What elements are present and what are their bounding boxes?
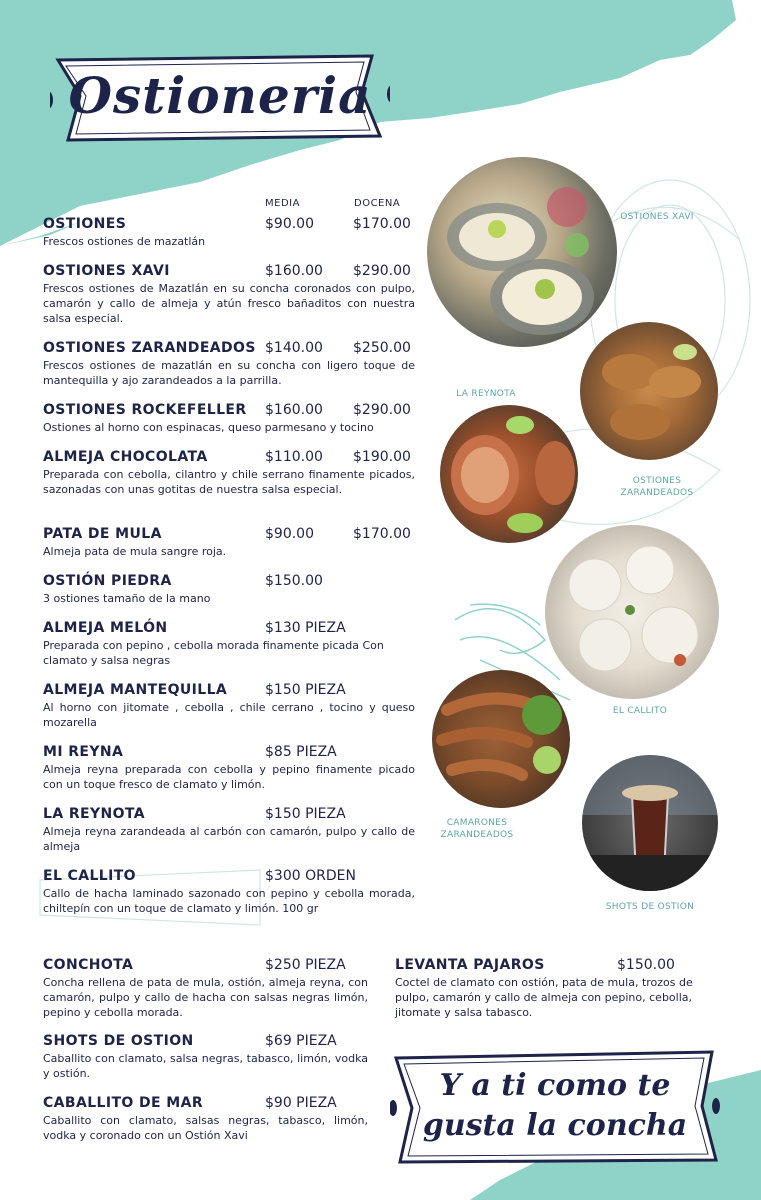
slogan-line-2: gusta la concha bbox=[422, 1108, 688, 1143]
item-description: Almeja reyna zarandeada al carbón con camarón, pulpo y callo de almeja bbox=[43, 825, 415, 853]
item-description: Ostiones al horno con espinacas, queso parmesano y tocino bbox=[43, 421, 374, 434]
item-price: $150.00 bbox=[265, 573, 323, 589]
item-price-media: $110.00 bbox=[265, 449, 323, 465]
item-name: CONCHOTA bbox=[43, 957, 134, 973]
photo-label: EL CALLITO bbox=[612, 706, 668, 716]
item-description: Preparada con cebolla, cilantro y chile serrano finamente picados, sazonadas con unas gotitas de nuestra salsa especial. bbox=[43, 468, 415, 496]
item-description: Almeja pata de mula sangre roja. bbox=[43, 545, 227, 558]
item-name: LEVANTA PAJAROS bbox=[395, 957, 545, 973]
grilled-shrimp-icon bbox=[432, 670, 570, 808]
item-name: ALMEJA MANTEQUILLA bbox=[43, 682, 228, 698]
item-description: Frescos ostiones de mazatlán bbox=[43, 235, 206, 248]
item-price: $250 PIEZA bbox=[265, 957, 346, 973]
item-name: OSTIONES ZARANDEADOS bbox=[43, 340, 256, 356]
photo-label: CAMARONES bbox=[446, 818, 508, 828]
oyster-shells-icon bbox=[427, 157, 617, 347]
column-header-docena: DOCENA bbox=[354, 198, 401, 209]
item-description: Frescos ostiones de Mazatlán en su concha coronados con pulpo, camarón y callo de almeja y atún fresco bañaditos con nuestra salsa especial. bbox=[43, 282, 415, 325]
item-price-media: $90.00 bbox=[265, 526, 314, 542]
slogan-banner bbox=[390, 1050, 720, 1165]
item-description: 3 ostiones tamaño de la mano bbox=[43, 592, 211, 605]
grilled-oysters-icon bbox=[580, 322, 718, 460]
item-name: MI REYNA bbox=[43, 744, 124, 760]
item-description: Frescos ostiones de mazatlán en su concha con ligero toque de mantequilla y ajo zarandeados a la parrilla. bbox=[43, 359, 415, 387]
item-name: OSTIONES XAVI bbox=[43, 263, 170, 279]
item-price: $130 PIEZA bbox=[265, 620, 346, 636]
photo-el-callito bbox=[545, 525, 719, 699]
item-price-media: $160.00 bbox=[265, 402, 323, 418]
item-name: OSTIONES bbox=[43, 216, 127, 232]
item-price-media: $140.00 bbox=[265, 340, 323, 356]
column-header-media: MEDIA bbox=[265, 198, 300, 209]
slogan-line-1: Y a ti como te bbox=[439, 1068, 671, 1103]
item-price-media: $160.00 bbox=[265, 263, 323, 279]
item-price-docena: $290.00 bbox=[353, 402, 411, 418]
item-description: Al horno con jitomate , cebolla , chile cerrano , tocino y queso mozarella bbox=[43, 701, 415, 729]
item-description: Callo de hacha laminado sazonado con pepino y cebolla morada, chiltepín con un toque de clamato y limón. 100 gr bbox=[43, 887, 415, 915]
item-description: Coctel de clamato con ostión, pata de mula, trozos de pulpo, camarón y callo de almeja con pepino, cebolla, jitomate y salsa tabasco. bbox=[395, 976, 693, 1019]
item-description: Preparada con pepino , cebolla morada finamente picada Con clamato y salsa negras bbox=[43, 639, 384, 667]
shot-glass-icon bbox=[582, 755, 718, 891]
item-name: LA REYNOTA bbox=[43, 806, 146, 822]
item-name: OSTIÓN PIEDRA bbox=[43, 573, 172, 589]
photo-label: LA REYNOTA bbox=[456, 389, 516, 399]
item-description: Caballito con clamato, salsas negras, tabasco, limón, vodka y coronado con un Ostión Xavi bbox=[43, 1114, 368, 1142]
photo-label: ZARANDEADOS bbox=[620, 488, 694, 498]
item-price: $90 PIEZA bbox=[265, 1095, 337, 1111]
photo-label: ZARANDEADOS bbox=[440, 830, 514, 840]
item-price: $300 ORDEN bbox=[265, 868, 356, 884]
item-price-docena: $290.00 bbox=[353, 263, 411, 279]
item-price: $150 PIEZA bbox=[265, 806, 346, 822]
item-price: $85 PIEZA bbox=[265, 744, 337, 760]
item-price: $150.00 bbox=[617, 957, 675, 973]
item-name: ALMEJA CHOCOLATA bbox=[43, 449, 208, 465]
item-name: CABALLITO DE MAR bbox=[43, 1095, 203, 1111]
photo-label: SHOTS DE OSTION bbox=[605, 902, 695, 912]
item-description: Concha rellena de pata de mula, ostión, almeja reyna, con camarón, pulpo y callo de hacha con salsas negras limón, pepino y cebolla morada. bbox=[43, 976, 368, 1019]
item-price: $69 PIEZA bbox=[265, 1033, 337, 1049]
item-price: $150 PIEZA bbox=[265, 682, 346, 698]
item-name: OSTIONES ROCKEFELLER bbox=[43, 402, 247, 418]
item-price-media: $90.00 bbox=[265, 216, 314, 232]
photo-shots-de-ostion bbox=[582, 755, 718, 891]
item-description: Caballito con clamato, salsa negras, tabasco, limón, vodka y ostión. bbox=[43, 1052, 368, 1080]
sliced-scallops-icon bbox=[545, 525, 719, 699]
item-price-docena: $170.00 bbox=[353, 526, 411, 542]
item-description: Almeja reyna preparada con cebolla y pepino finamente picado con un toque fresco de clamato y limón. bbox=[43, 763, 415, 791]
page-title: Ostioneria bbox=[68, 66, 372, 125]
item-price-docena: $250.00 bbox=[353, 340, 411, 356]
photo-la-reynota bbox=[440, 405, 578, 543]
item-name: PATA DE MULA bbox=[43, 526, 162, 542]
photo-camarones-zarandeados bbox=[432, 670, 570, 808]
photo-label: OSTIONES XAVI bbox=[620, 212, 694, 222]
item-name: ALMEJA MELÓN bbox=[43, 620, 168, 636]
item-name: EL CALLITO bbox=[43, 868, 136, 884]
item-price-docena: $170.00 bbox=[353, 216, 411, 232]
title-banner bbox=[50, 52, 390, 142]
photo-ostiones-xavi bbox=[427, 157, 617, 347]
clam-shells-icon bbox=[440, 405, 578, 543]
item-price-docena: $190.00 bbox=[353, 449, 411, 465]
item-name: SHOTS DE OSTION bbox=[43, 1033, 194, 1049]
photo-label: OSTIONES bbox=[632, 476, 682, 486]
photo-ostiones-zarandeados bbox=[580, 322, 718, 460]
